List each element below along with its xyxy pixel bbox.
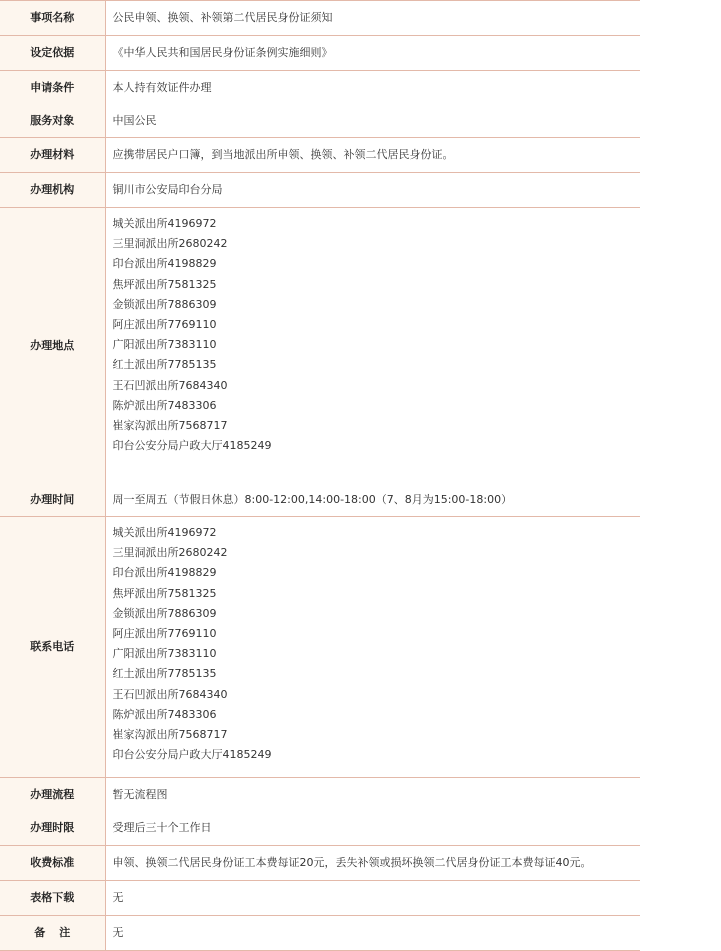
conditions-value: 本人持有效证件办理 <box>112 80 212 94</box>
row-process <box>0 778 640 812</box>
phone-item: 印台公安分局户政大厅4185249 <box>112 748 272 762</box>
location-hours-value-cell <box>105 208 640 517</box>
fees-value: 申领、换领二代居民身份证工本费每证20元，丢失补领或损坏换领二代居身份证工本费每证40元。 <box>105 846 640 881</box>
basis-label: 设定依据 <box>0 36 105 71</box>
location-item: 印台公安分局户政大厅4185249 <box>112 439 272 453</box>
row-conditions <box>0 71 640 105</box>
row-basis <box>0 36 640 71</box>
phone-label: 联系电话 <box>0 517 105 778</box>
row-time-limit <box>0 811 640 846</box>
location-hours-label-cell <box>0 208 105 517</box>
location-item: 王石凹派出所7684340 <box>112 378 228 392</box>
materials-value: 应携带居民户口簿，到当地派出所申领、换领、补领二代居民身份证。 <box>105 138 640 173</box>
row-materials <box>0 138 640 173</box>
form-download-value: 无 <box>105 881 640 916</box>
time-limit-label: 办理时限 <box>0 811 105 846</box>
materials-label: 办理材料 <box>0 138 105 173</box>
phone-item: 红土派出所7785135 <box>112 667 217 681</box>
row-remarks <box>0 916 640 951</box>
item-name-label: 事项名称 <box>0 1 105 36</box>
location-item: 阿庄派出所7769110 <box>112 317 217 331</box>
location-item: 焦坪派出所7581325 <box>112 277 217 291</box>
location-item: 城关派出所4196972 <box>112 217 217 230</box>
remarks-label-cell <box>0 916 105 951</box>
location-item: 金锁派出所7886309 <box>112 297 217 311</box>
location-item: 印台派出所4198829 <box>112 257 217 271</box>
row-form-download <box>0 881 640 916</box>
location-item: 陈炉派出所7483306 <box>112 398 217 412</box>
phone-item: 金锁派出所7886309 <box>112 606 217 620</box>
phone-item: 阿庄派出所7769110 <box>112 626 217 640</box>
phone-item: 焦坪派出所7581325 <box>112 586 217 600</box>
process-label: 办理流程 <box>0 778 105 812</box>
row-agency <box>0 173 640 208</box>
phone-item: 崔家沟派出所7568717 <box>112 727 228 741</box>
location-item: 三里洞派出所2680242 <box>112 237 228 251</box>
phone-item: 广阳派出所7383110 <box>112 647 217 661</box>
conditions-label: 申请条件 <box>0 71 105 105</box>
phone-item: 陈炉派出所7483306 <box>112 707 217 721</box>
fees-label: 收费标准 <box>0 846 105 881</box>
target-value: 中国公民 <box>105 104 640 138</box>
phone-item: 印台派出所4198829 <box>112 566 217 580</box>
hours-label: 办理时间 <box>30 493 75 506</box>
target-label: 服务对象 <box>0 104 105 138</box>
location-list <box>113 214 272 456</box>
location-label: 办理地点 <box>30 339 75 352</box>
phone-item: 王石凹派出所7684340 <box>112 687 228 701</box>
location-item: 崔家沟派出所7568717 <box>112 418 228 432</box>
row-fees <box>0 846 640 881</box>
row-phone <box>0 517 640 778</box>
phone-item: 城关派出所4196972 <box>112 526 217 539</box>
row-location-hours <box>0 208 640 517</box>
agency-value: 铜川市公安局印台分局 <box>105 173 640 208</box>
basis-value: 《中华人民共和国居民身份证条例实施细则》 <box>105 36 640 71</box>
row-item-name <box>0 1 640 36</box>
agency-label: 办理机构 <box>0 173 105 208</box>
row-target <box>0 104 640 138</box>
hours-value: 周一至周五（节假日休息）8:00-12:00,14:00-18:00（7、8月为15:00-18:00） <box>112 493 513 506</box>
phone-item: 三里洞派出所2680242 <box>112 546 228 560</box>
process-value: 暂无流程图 <box>112 787 168 801</box>
location-item: 红土派出所7785135 <box>112 358 217 372</box>
location-item: 广阳派出所7383110 <box>112 338 217 352</box>
remarks-value: 无 <box>105 916 640 951</box>
item-name-value: 公民申领、换领、补领第二代居民身份证须知 <box>105 1 640 36</box>
form-download-label: 表格下载 <box>0 881 105 916</box>
phone-list <box>105 517 640 778</box>
time-limit-value: 受理后三十个工作日 <box>105 811 640 846</box>
remarks-label: 备注 <box>34 926 85 939</box>
